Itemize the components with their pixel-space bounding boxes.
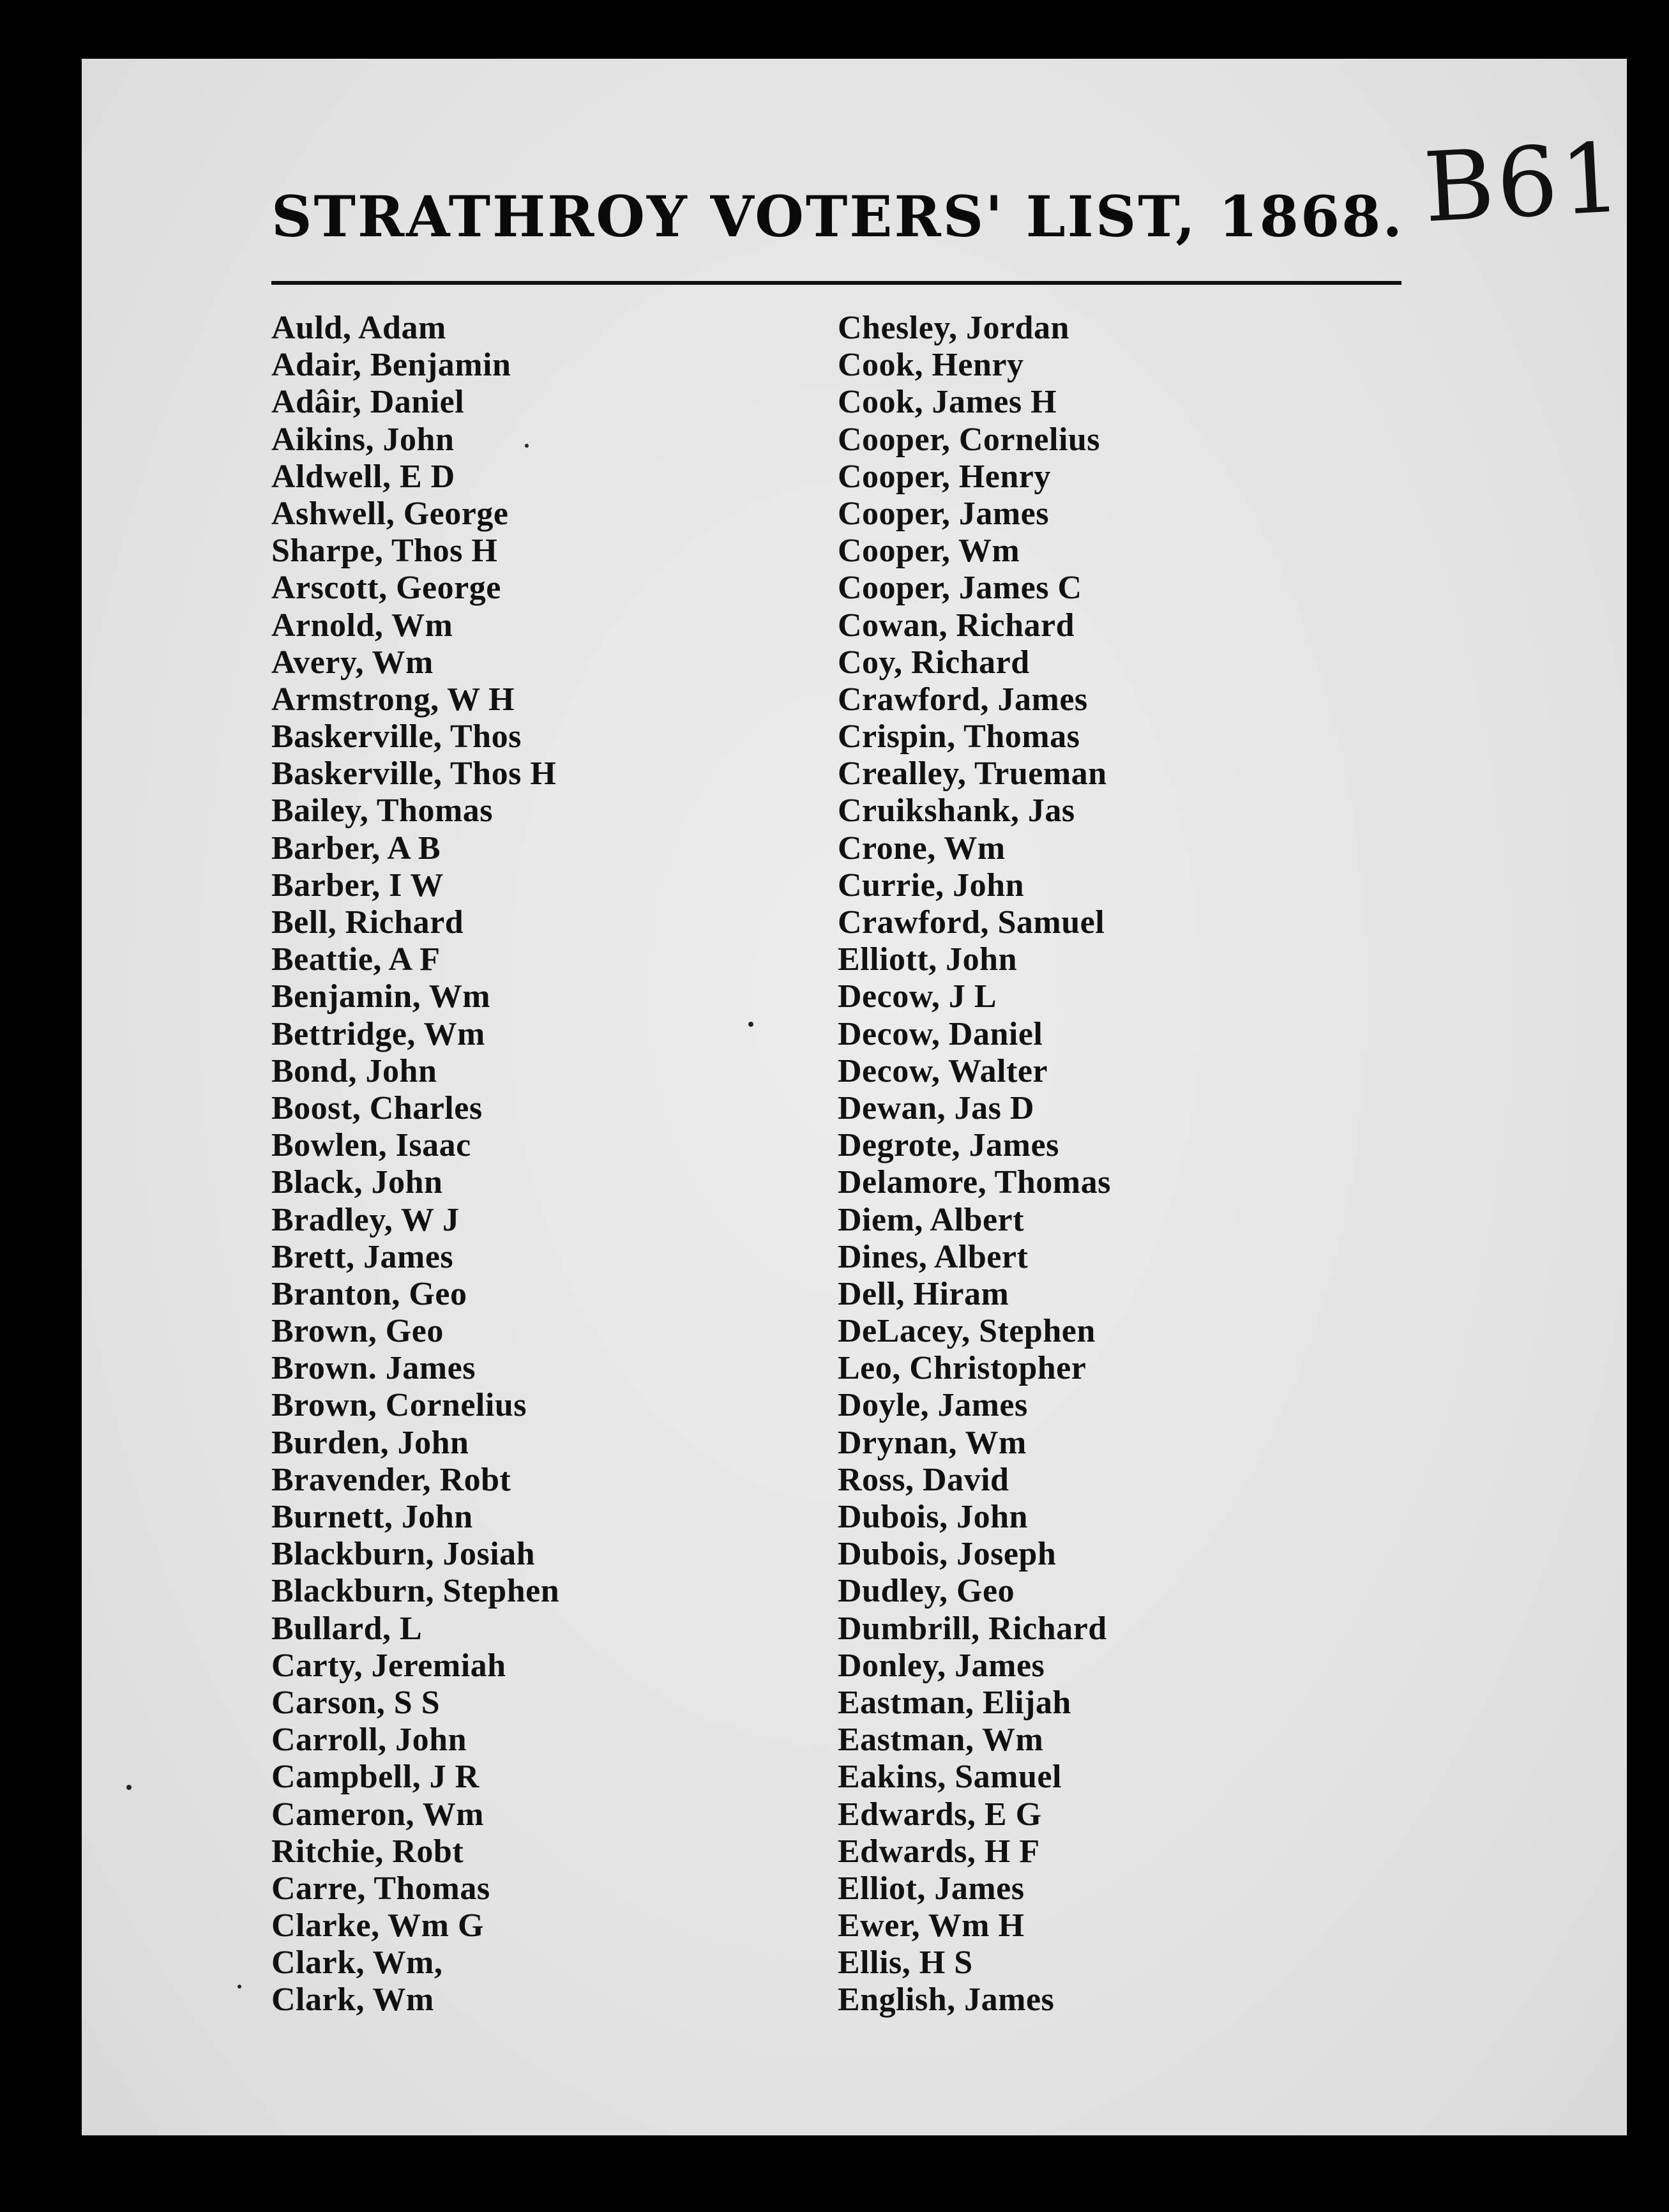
voter-entry: Barber, I W xyxy=(271,867,444,904)
voter-entry: Crawford, Samuel xyxy=(838,904,1105,941)
voter-entry: Baskerville, Thos xyxy=(271,718,522,755)
ink-speck xyxy=(748,1022,753,1027)
voter-entry: Aldwell, E D xyxy=(271,458,455,495)
voter-entry: Carson, S S xyxy=(271,1684,441,1721)
voter-entry: Decow, J L xyxy=(838,978,997,1015)
handwritten-annotation: B61 xyxy=(1421,122,1627,245)
voter-entry: Arscott, George xyxy=(271,570,501,607)
voter-entry: Burden, John xyxy=(271,1424,469,1461)
voter-entry: Baskerville, Thos H xyxy=(271,755,557,792)
voter-entry: Bond, John xyxy=(271,1052,437,1089)
voter-entry: Crawford, James xyxy=(838,681,1088,718)
voter-entry: Crealley, Trueman xyxy=(838,755,1107,792)
voter-entry: Cruikshank, Jas xyxy=(838,792,1075,830)
voter-entry: Currie, John xyxy=(838,867,1024,904)
voter-entry: Brown, Geo xyxy=(271,1313,444,1350)
voter-entry: Doyle, James xyxy=(838,1387,1028,1424)
voter-entry: Adair, Benjamin xyxy=(271,347,511,384)
voter-entry: Diem, Albert xyxy=(838,1201,1024,1238)
voter-entry: English, James xyxy=(838,1981,1055,2019)
voter-entry: Cooper, Henry xyxy=(838,458,1051,495)
voter-entry: Edwards, H F xyxy=(838,1833,1040,1870)
voter-entry: Ellis, H S xyxy=(838,1944,973,1981)
voter-entry: Ross, David xyxy=(838,1461,1009,1498)
voter-entry: Campbell, J R xyxy=(271,1759,480,1796)
voter-entry: Dell, Hiram xyxy=(838,1275,1009,1312)
voter-entry: Cooper, James xyxy=(838,495,1049,532)
voter-entry: Elliot, James xyxy=(838,1870,1025,1907)
voter-entry: Ritchie, Robt xyxy=(271,1833,464,1870)
ink-speck xyxy=(525,444,529,448)
voter-entry: Eastman, Elijah xyxy=(838,1684,1071,1721)
voter-entry: Delamore, Thomas xyxy=(838,1164,1111,1201)
voter-entry: Carre, Thomas xyxy=(271,1870,490,1907)
voter-entry: Cameron, Wm xyxy=(271,1796,484,1833)
voter-entry: Beattie, A F xyxy=(271,941,441,978)
voter-entry: Brown, Cornelius xyxy=(271,1387,527,1424)
ink-speck xyxy=(238,1985,241,1989)
voter-entry: Bowlen, Isaac xyxy=(271,1127,471,1164)
voter-entry: Edwards, E G xyxy=(838,1796,1042,1833)
voter-entry: Carroll, John xyxy=(271,1722,467,1759)
voter-entry: Sharpe, Thos H xyxy=(271,533,498,570)
voter-entry: Ashwell, George xyxy=(271,495,509,532)
voter-entry: Auld, Adam xyxy=(271,310,446,346)
voter-entry: DeLacey, Stephen xyxy=(838,1313,1096,1350)
voter-entry: Barber, A B xyxy=(271,830,441,867)
page-title: STRATHROY VOTERS' LIST, 1868. xyxy=(271,183,1404,250)
voter-list-left-column xyxy=(271,310,559,2019)
voter-entry: Dewan, Jas D xyxy=(838,1089,1034,1126)
voter-entry: Leo, Christopher xyxy=(838,1350,1087,1387)
voter-entry: Adâir, Daniel xyxy=(271,384,465,421)
title-underline xyxy=(271,281,1401,285)
voter-entry: Black, John xyxy=(271,1164,443,1201)
voter-entry: Bullard, L xyxy=(271,1610,423,1647)
voter-entry: Brett, James xyxy=(271,1238,454,1275)
voter-entry: Cooper, Wm xyxy=(838,533,1020,570)
voter-entry: Bradley, W J xyxy=(271,1201,460,1238)
voter-entry: Crone, Wm xyxy=(838,830,1006,867)
voter-entry: Ewer, Wm H xyxy=(838,1907,1025,1944)
voter-entry: Coy, Richard xyxy=(838,644,1030,681)
voter-entry: Blackburn, Josiah xyxy=(271,1536,536,1573)
voter-entry: Brown. James xyxy=(271,1350,476,1387)
voter-entry: Dudley, Geo xyxy=(838,1573,1015,1610)
voter-entry: Dubois, Joseph xyxy=(838,1536,1057,1573)
voter-entry: Branton, Geo xyxy=(271,1275,467,1312)
voter-entry: Burnett, John xyxy=(271,1499,473,1535)
voter-entry: Bravender, Robt xyxy=(271,1461,511,1498)
voter-entry: Blackburn, Stephen xyxy=(271,1573,560,1610)
voter-entry: Cooper, James C xyxy=(838,570,1082,607)
voter-entry: Drynan, Wm xyxy=(838,1424,1027,1461)
voter-list-right-column xyxy=(838,310,1111,2019)
voter-entry: Dubois, John xyxy=(838,1499,1028,1535)
ink-speck xyxy=(126,1785,132,1790)
voter-entry: Cook, James H xyxy=(838,384,1057,421)
voter-entry: Armstrong, W H xyxy=(271,681,515,718)
voter-entry: Crispin, Thomas xyxy=(838,718,1080,755)
voter-entry: Bell, Richard xyxy=(271,904,464,941)
voter-entry: Dumbrill, Richard xyxy=(838,1610,1107,1647)
voter-entry: Elliott, John xyxy=(838,941,1017,978)
voter-entry: Eastman, Wm xyxy=(838,1722,1044,1759)
voter-entry: Boost, Charles xyxy=(271,1089,483,1126)
voter-entry: Cooper, Cornelius xyxy=(838,421,1101,458)
voter-entry: Clarke, Wm G xyxy=(271,1907,484,1944)
voter-entry: Chesley, Jordan xyxy=(838,310,1069,346)
voter-entry: Degrote, James xyxy=(838,1127,1059,1164)
voter-entry: Decow, Daniel xyxy=(838,1015,1043,1052)
voter-entry: Cook, Henry xyxy=(838,347,1024,384)
voter-entry: Bailey, Thomas xyxy=(271,792,494,830)
voter-entry: Eakins, Samuel xyxy=(838,1759,1062,1796)
voter-entry: Clark, Wm xyxy=(271,1981,434,2019)
voter-entry: Aikins, John xyxy=(271,421,455,458)
voter-entry: Avery, Wm xyxy=(271,644,434,681)
voter-entry: Arnold, Wm xyxy=(271,607,453,644)
voter-entry: Benjamin, Wm xyxy=(271,978,491,1015)
voter-entry: Carty, Jeremiah xyxy=(271,1647,506,1684)
voter-entry: Donley, James xyxy=(838,1647,1045,1684)
voter-entry: Bettridge, Wm xyxy=(271,1015,485,1052)
voter-entry: Dines, Albert xyxy=(838,1238,1029,1275)
voter-entry: Decow, Walter xyxy=(838,1052,1048,1089)
voter-entry: Cowan, Richard xyxy=(838,607,1075,644)
voter-entry: Clark, Wm, xyxy=(271,1944,443,1981)
